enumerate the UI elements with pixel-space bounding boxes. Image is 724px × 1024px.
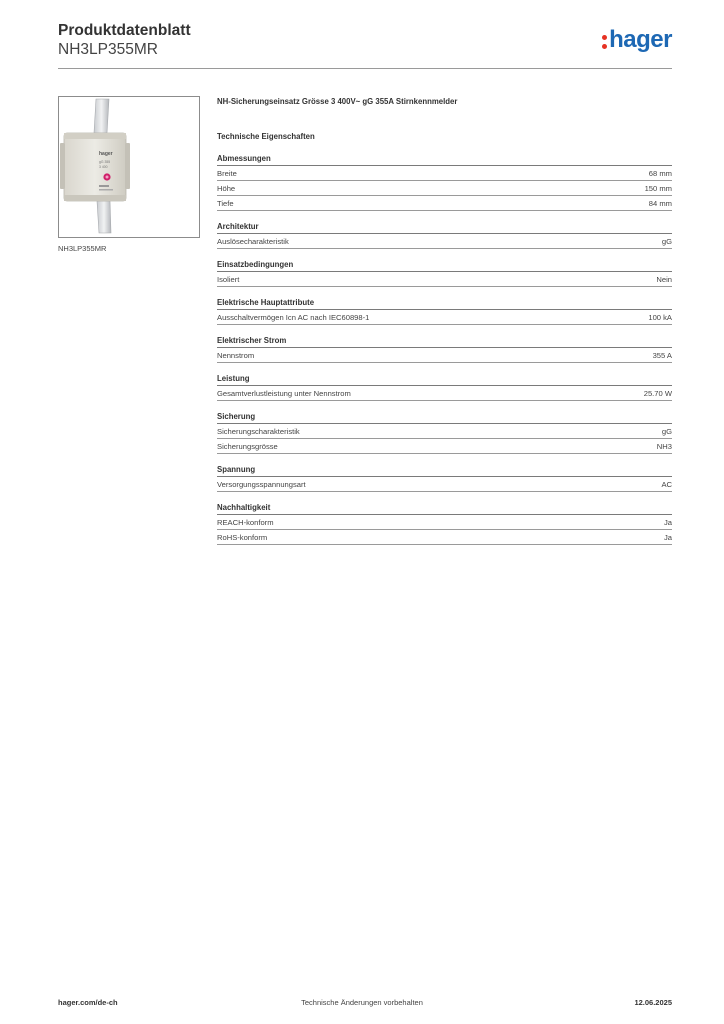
section-title: Leistung [217,373,672,386]
property-value: Ja [663,518,672,527]
header-divider [58,68,672,69]
property-label: Sicherungscharakteristik [217,427,300,436]
top-contact-blade [94,99,109,133]
property-row [217,515,672,530]
property-label: RoHS-konform [217,533,268,542]
property-value: Ja [663,533,672,542]
hager-logo [602,26,672,54]
section-title: Abmessungen [217,153,672,166]
label-brand: hager [99,151,113,157]
property-row [217,439,672,454]
footer-date: 12.06.2025 [634,998,672,1007]
product-image-frame [58,96,200,238]
property-row [217,166,672,181]
property-label: Tiefe [217,199,234,208]
footer-notice: Technische Änderungen vorbehalten [301,998,423,1007]
property-value: 355 A [652,351,672,360]
property-value: 68 mm [648,169,672,178]
label-line-2: 3 400 [99,165,108,169]
property-label: Breite [217,169,237,178]
section-title: Spannung [217,464,672,477]
property-label: Gesamtverlustleistung unter Nennstrom [217,389,351,398]
property-row [217,386,672,401]
fuse-body [64,133,126,201]
property-label: Ausschaltvermögen Icn AC nach IEC60898-1 [217,313,370,322]
property-value: 150 mm [644,184,672,193]
property-label: Nennstrom [217,351,255,360]
property-value: NH3 [656,442,672,451]
property-section [217,221,672,249]
property-label: Isoliert [217,275,240,284]
product-code: NH3LP355MR [58,41,158,58]
product-details [217,96,672,545]
page-header [58,22,672,68]
property-row [217,530,672,545]
property-row [217,181,672,196]
property-label: Sicherungsgrösse [217,442,278,451]
property-label: Versorgungsspannungsart [217,480,306,489]
technical-properties-title: Technische Eigenschaften [217,132,315,141]
property-label: REACH-konform [217,518,274,527]
property-value: gG [661,427,672,436]
page-title: Produktdatenblatt [58,22,191,39]
property-section [217,502,672,545]
property-row [217,234,672,249]
product-image-caption: NH3LP355MR [58,244,107,253]
property-section [217,464,672,492]
footer-website[interactable]: hager.com/de-ch [58,998,118,1007]
property-value: 25.70 W [643,389,672,398]
logo-dots-icon [602,31,607,49]
property-row [217,348,672,363]
property-label: Höhe [217,184,236,193]
label-line-1: gG 355 [99,160,111,164]
product-description: NH-Sicherungseinsatz Grösse 3 400V~ gG 355A Stirnkennmelder [217,97,458,106]
property-row [217,272,672,287]
property-row [217,424,672,439]
property-section [217,153,672,211]
property-value: gG [661,237,672,246]
section-title: Architektur [217,221,672,234]
property-value: AC [661,480,672,489]
property-value: Nein [656,275,672,284]
property-section [217,259,672,287]
section-title: Elektrische Hauptattribute [217,297,672,310]
section-title: Elektrischer Strom [217,335,672,348]
property-value: 100 kA [648,313,672,322]
properties-list [217,153,672,545]
property-section [217,411,672,454]
property-row [217,310,672,325]
property-row [217,196,672,211]
property-section [217,335,672,363]
property-section [217,373,672,401]
logo-text: hager [609,26,672,53]
bottom-contact-blade [97,201,111,233]
section-title: Sicherung [217,411,672,424]
property-row [217,477,672,492]
property-value: 84 mm [648,199,672,208]
section-title: Nachhaltigkeit [217,502,672,515]
property-label: Auslösecharakteristik [217,237,289,246]
property-section [217,297,672,325]
fuse-image [59,97,199,237]
section-title: Einsatzbedingungen [217,259,672,272]
